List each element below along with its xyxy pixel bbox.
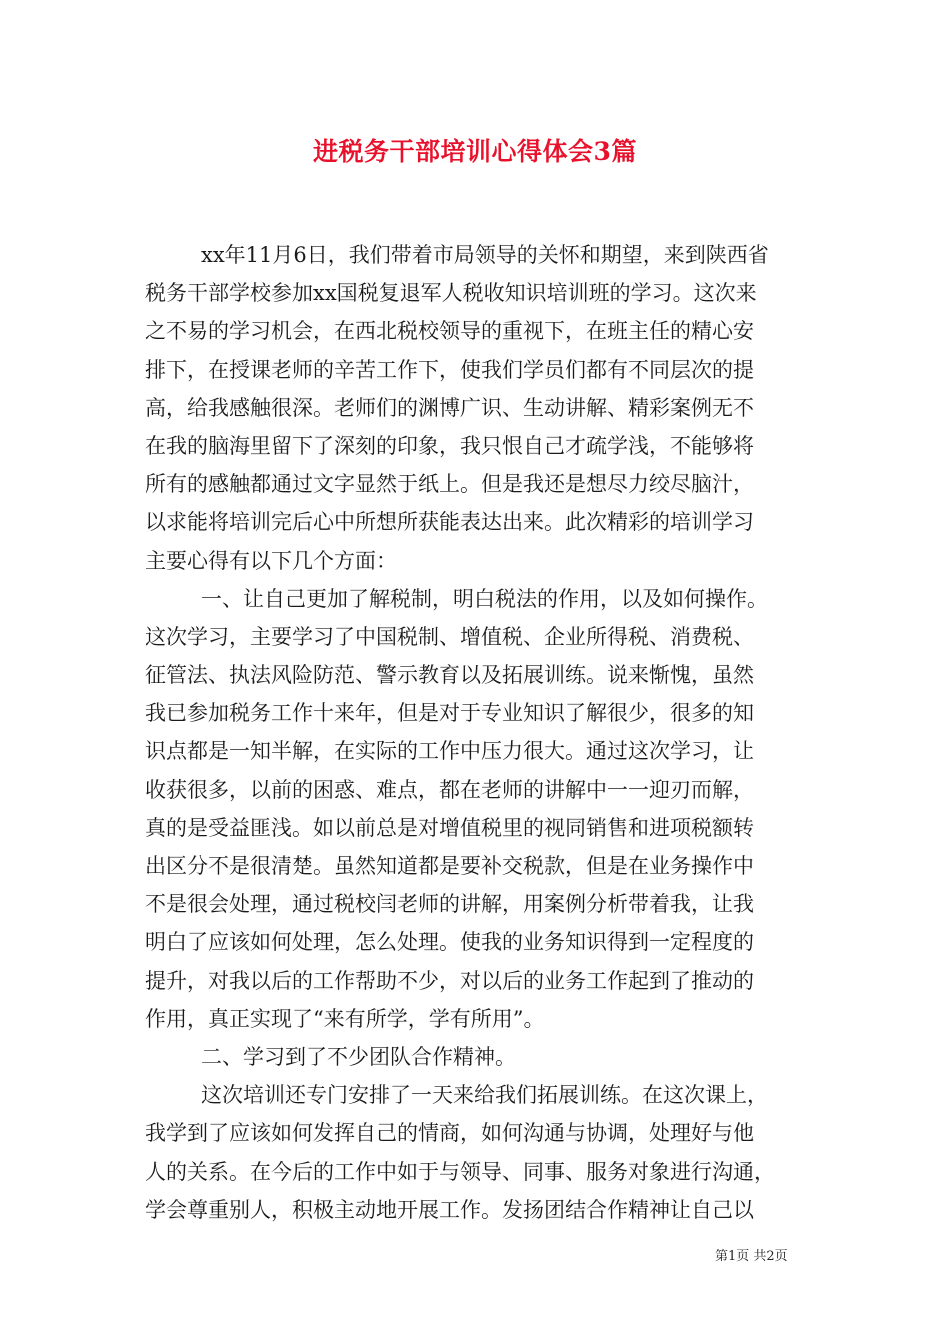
text-line: 高，给我感触很深。老师们的渊博广识、生动讲解、精彩案例无不 [145, 395, 754, 420]
text-line: 我学到了应该如何发挥自己的情商，如何沟通与协调，处理好与他 [145, 1121, 754, 1146]
text-line: 在我的脑海里留下了深刻的印象，我只恨自己才疏学浅，不能够将 [145, 433, 754, 458]
text-line: xx年11月6日，我们带着市局领导的关怀和期望，来到陕西省 [201, 243, 769, 267]
text-line: 真的是受益匪浅。如以前总是对增值税里的视同销售和进项税额转 [145, 815, 754, 840]
text-line: 主要心得有以下几个方面： [145, 548, 397, 573]
text-line: 以求能将培训完后心中所想所获能表达出来。此次精彩的培训学习 [145, 510, 754, 535]
text-line: 排下，在授课老师的辛苦工作下，使我们学员们都有不同层次的提 [145, 357, 754, 382]
text-line: 识点都是一知半解，在实际的工作中压力很大。通过这次学习，让 [145, 739, 754, 764]
text-line: 提升，对我以后的工作帮助不少，对以后的业务工作起到了推动的 [145, 968, 754, 993]
text-line: 这次学习，主要学习了中国税制、增值税、企业所得税、消费税、 [145, 624, 754, 649]
section-heading-2: 二、学习到了不少团队合作精神。 [201, 1044, 516, 1069]
text-line: 所有的感触都通过文字显然于纸上。但是我还是想尽力绞尽脑汁， [145, 472, 754, 497]
text-line: 征管法、执法风险防范、警示教育以及拓展训练。说来惭愧，虽然 [145, 663, 754, 688]
text-line: 这次培训还专门安排了一天来给我们拓展训练。在这次课上， [201, 1083, 768, 1108]
text-line: 人的关系。在今后的工作中如于与领导、同事、服务对象进行沟通， [145, 1159, 775, 1184]
text-line: 不是很会处理，通过税校闫老师的讲解，用案例分析带着我，让我 [145, 892, 754, 917]
text-line: 之不易的学习机会，在西北税校领导的重视下，在班主任的精心安 [145, 319, 754, 344]
section-heading-1: 一、让自己更加了解税制，明白税法的作用，以及如何操作。 [201, 586, 768, 611]
document-title: 进税务干部培训心得体会3篇 [313, 137, 637, 166]
text-line: 收获很多，以前的困惑、难点，都在老师的讲解中一一迎刃而解， [145, 777, 754, 802]
text-line: 税务干部学校参加xx国税复退军人税收知识培训班的学习。这次来 [145, 281, 757, 306]
page-number: 第1页 共2页 [715, 1249, 788, 1264]
text-line: 出区分不是很清楚。虽然知道都是要补交税款，但是在业务操作中 [145, 854, 754, 878]
text-line: 学会尊重别人，积极主动地开展工作。发扬团结合作精神让自己以 [145, 1197, 754, 1222]
text-line: 我已参加税务工作十来年，但是对于专业知识了解很少，很多的知 [145, 701, 754, 726]
text-line: 明白了应该如何处理，怎么处理。使我的业务知识得到一定程度的 [145, 930, 754, 955]
document-body [145, 236, 811, 1229]
text-line: 作用，真正实现了“来有所学，学有所用”。 [145, 1006, 545, 1031]
